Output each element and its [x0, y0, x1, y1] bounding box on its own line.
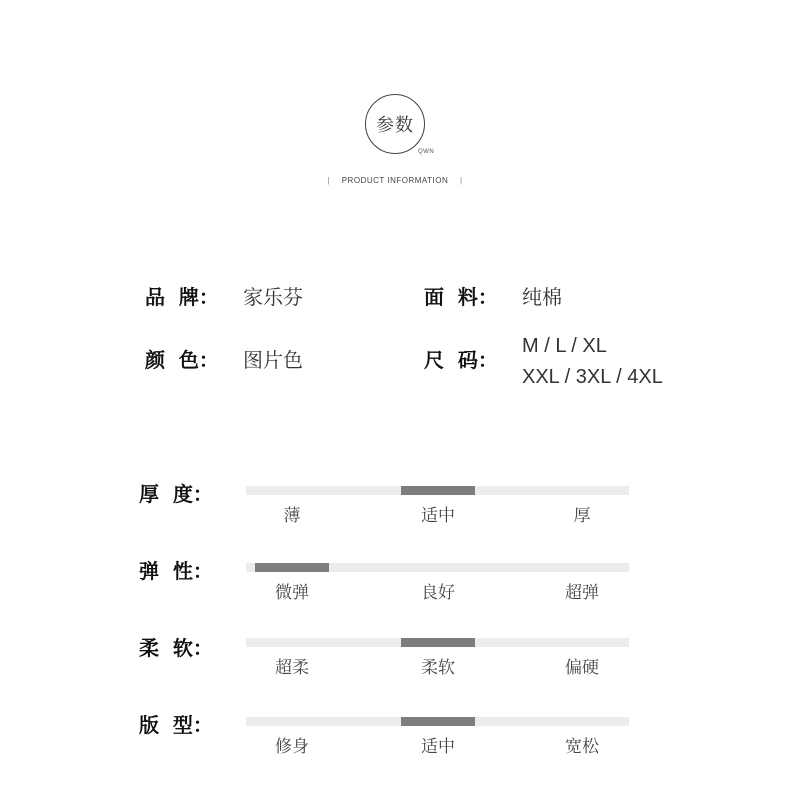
section-subtitle [0, 176, 790, 185]
spec-color-value: 图片色 [243, 348, 303, 372]
spec-fabric-value: 纯棉 [522, 285, 562, 309]
rating-option-thickness: 适中 [421, 506, 455, 526]
rating-option-fit: 修身 [275, 737, 309, 757]
rating-label-elasticity: 弹 性： [139, 559, 213, 583]
rating-option-softness: 偏硬 [565, 658, 599, 678]
rating-indicator-softness [401, 638, 475, 647]
rating-track-softness [246, 638, 629, 647]
rating-option-thickness: 薄 [283, 506, 301, 526]
rating-option-softness: 柔软 [421, 658, 455, 678]
rating-label-softness: 柔 软： [139, 636, 213, 660]
spec-color-label: 颜 色： [145, 348, 219, 372]
spec-color [145, 344, 303, 373]
subtitle-divider-right: | [460, 176, 463, 185]
rating-indicator-elasticity [255, 563, 329, 572]
spec-brand [145, 281, 303, 310]
spec-size-line1: M / L / XL [522, 335, 607, 357]
spec-size [424, 335, 663, 393]
rating-option-elasticity: 良好 [421, 583, 455, 603]
logo-title: 参数 [376, 115, 414, 136]
rating-label-thickness: 厚 度： [139, 482, 213, 506]
rating-option-elasticity: 微弹 [275, 583, 309, 603]
rating-track-elasticity [246, 563, 629, 572]
rating-option-fit: 适中 [421, 737, 455, 757]
rating-label-fit: 版 型： [139, 713, 213, 737]
spec-brand-value: 家乐芬 [243, 285, 303, 309]
spec-brand-label: 品 牌： [145, 285, 219, 309]
subtitle-divider-left: | [327, 176, 330, 185]
rating-option-softness: 超柔 [275, 658, 309, 678]
rating-indicator-thickness [401, 486, 475, 495]
spec-size-label: 尺 码： [424, 348, 498, 372]
spec-size-line2: XXL / 3XL / 4XL [522, 366, 663, 388]
rating-option-elasticity: 超弹 [565, 583, 599, 603]
rating-track-fit [246, 717, 629, 726]
logo-subtext: QWN [418, 149, 435, 155]
spec-fabric [424, 281, 562, 310]
logo-badge [365, 94, 425, 154]
spec-fabric-label: 面 料： [424, 285, 498, 309]
subtitle-text: PRODUCT INFORMATION [341, 176, 449, 185]
rating-track-thickness [246, 486, 629, 495]
rating-option-thickness: 厚 [573, 506, 591, 526]
spec-size-value [522, 331, 663, 393]
rating-option-fit: 宽松 [565, 737, 599, 757]
rating-indicator-fit [401, 717, 475, 726]
